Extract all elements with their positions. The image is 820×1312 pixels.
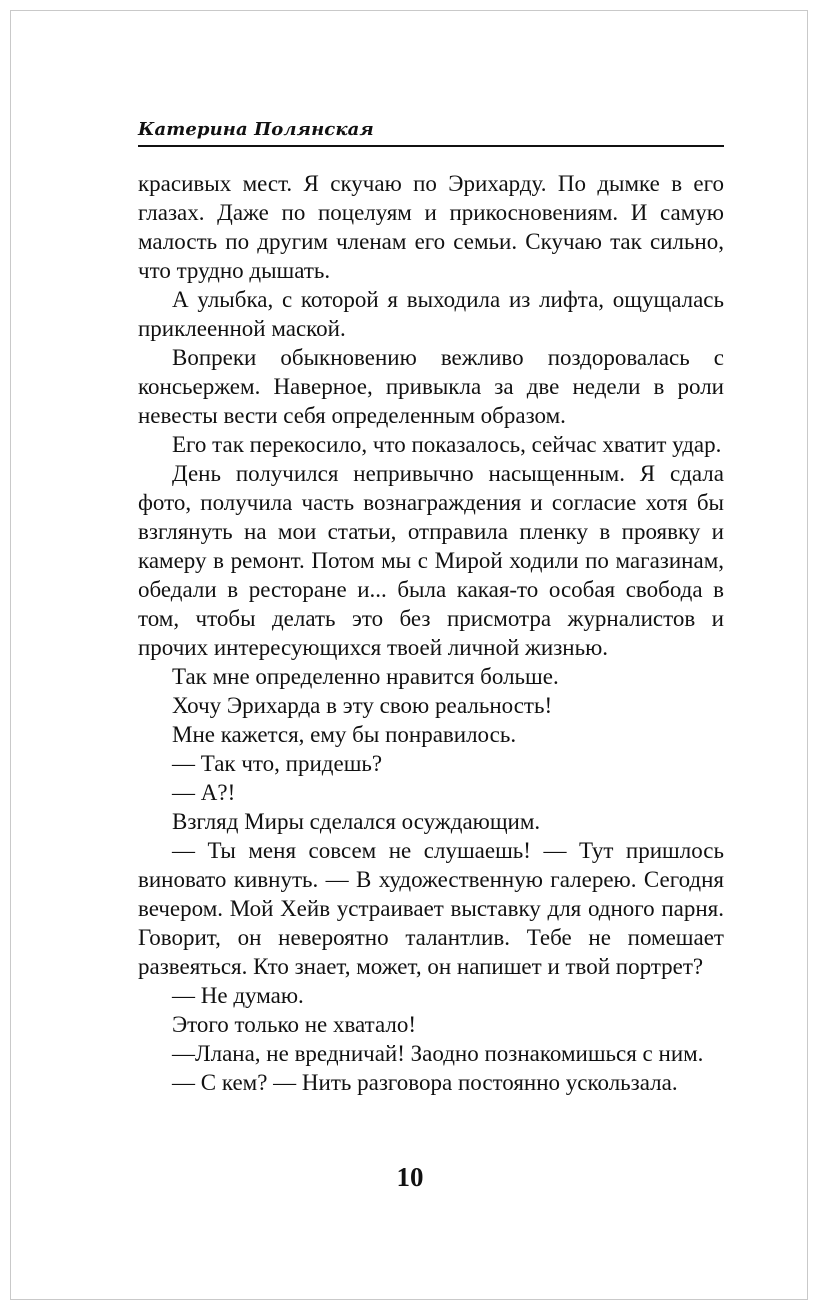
paragraph: А улыбка, с которой я выходила из лифта, ощущалась приклеенной маской. [138, 287, 724, 341]
paragraph: День получился непривычно насыщенным. Я сдала фото, получила часть вознаграждения и согласие хотя бы взглянуть на мои статьи, отправила пленку в проявку и камеру в ремонт. Потом мы с Мирой ходили по магазинам, обедали в ресторане и... была какая-то особая свобода в том, чтобы делать это без присмотра журналистов и прочих интересующихся твоей личной жизнью. [138, 461, 724, 660]
page-number: 10 [396, 1162, 424, 1192]
paragraph: Мне кажется, ему бы понравилось. [172, 722, 517, 747]
paragraph: Вопреки обыкновению вежливо поздоровалась с консьержем. Наверное, привыкла за две недели в роли невесты вести себя определенным образом. [138, 345, 724, 428]
dialogue-line: — Так что, придешь? [172, 751, 383, 776]
paragraph: Взгляд Миры сделался осуждающим. [172, 809, 541, 834]
dialogue-line: — Не думаю. [172, 983, 304, 1008]
dialogue-line: — Ты меня совсем не слушаешь! — Тут пришлось виновато кивнуть. — В художественную галерею. Сегодня вечером. Мой Хейв устраивает выставку для одного парня. Говорит, он невероятно талантлив. Тебе не помешает развеяться. Кто знает, может, он напишет и твой портрет? [138, 838, 724, 979]
body-text [138, 169, 724, 1097]
dialogue-line: — А?! [172, 780, 236, 805]
running-head-author: Катерина Полянская [138, 119, 374, 140]
paragraph: красивых мест. Я скучаю по Эрихарду. По дымке в его глазах. Даже по поцелуям и прикосновениям. И самую малость по другим членам его семьи. Скучаю так сильно, что трудно дышать. [138, 171, 724, 283]
paragraph: Так мне определенно нравится больше. [172, 664, 559, 689]
dialogue-line: — С кем? — Нить разговора постоянно ускользала. [172, 1070, 678, 1095]
paragraph: Этого только не хватало! [172, 1012, 417, 1037]
paragraph: Его так перекосило, что показалось, сейчас хватит удар. [172, 432, 722, 457]
dialogue-line: —Ллана, не вредничай! Заодно познакомишься с ним. [172, 1041, 704, 1066]
paragraph: Хочу Эрихарда в эту свою реальность! [172, 693, 553, 718]
header-rule [138, 145, 724, 147]
